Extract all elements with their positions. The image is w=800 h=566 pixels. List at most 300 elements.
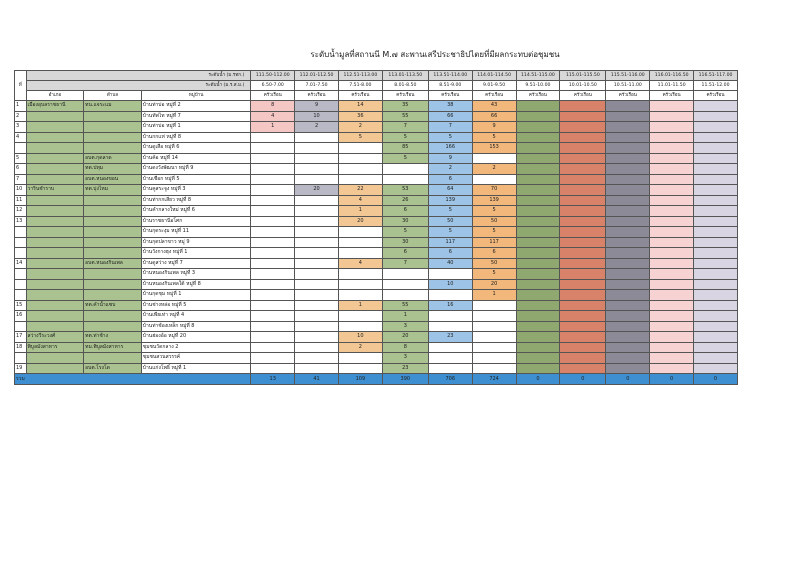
households-cell bbox=[650, 185, 694, 196]
households-cell bbox=[428, 321, 472, 332]
header-row-msl bbox=[15, 71, 738, 81]
households-cell: 2 bbox=[428, 164, 472, 175]
households-cell bbox=[516, 290, 560, 301]
flood-impact-table bbox=[14, 70, 738, 385]
village-cell: บ้านกุดชุม หมู่ที่ 1 bbox=[141, 290, 251, 301]
households-cell: 23 bbox=[382, 363, 428, 374]
households-cell: 5 bbox=[338, 132, 382, 143]
households-cell: 6 bbox=[428, 174, 472, 185]
households-cell bbox=[650, 269, 694, 280]
level-local-1: 6.50-7.00 bbox=[251, 81, 295, 91]
total-cell: 0 bbox=[694, 374, 738, 385]
district-cell bbox=[26, 321, 84, 332]
households-cell bbox=[694, 279, 738, 290]
unit-header-9: ครัวเรือน bbox=[606, 91, 650, 101]
households-cell bbox=[338, 143, 382, 154]
households-cell: 30 bbox=[382, 237, 428, 248]
households-cell bbox=[251, 321, 295, 332]
district-cell bbox=[26, 311, 84, 322]
households-cell: 66 bbox=[428, 111, 472, 122]
households-cell bbox=[694, 363, 738, 374]
households-cell bbox=[606, 143, 650, 154]
households-cell bbox=[560, 321, 606, 332]
district-cell bbox=[26, 353, 84, 364]
households-cell: 6 bbox=[472, 248, 516, 259]
district-cell bbox=[26, 227, 84, 238]
households-cell bbox=[516, 311, 560, 322]
level-local-9: 10.51-11.00 bbox=[606, 81, 650, 91]
households-cell bbox=[516, 332, 560, 343]
households-cell bbox=[516, 143, 560, 154]
households-cell bbox=[251, 174, 295, 185]
no-cell: 3 bbox=[15, 122, 27, 133]
district-cell bbox=[26, 195, 84, 206]
households-cell bbox=[694, 258, 738, 269]
households-cell bbox=[560, 143, 606, 154]
households-cell bbox=[650, 111, 694, 122]
households-cell bbox=[295, 164, 339, 175]
district-cell bbox=[26, 143, 84, 154]
households-cell: 2 bbox=[338, 122, 382, 133]
table-row bbox=[15, 332, 738, 343]
households-cell bbox=[251, 153, 295, 164]
households-cell: 10 bbox=[338, 332, 382, 343]
households-cell bbox=[606, 342, 650, 353]
households-cell bbox=[694, 143, 738, 154]
households-cell: 2 bbox=[338, 342, 382, 353]
households-cell: 7 bbox=[428, 122, 472, 133]
households-cell bbox=[472, 353, 516, 364]
households-cell: 6 bbox=[428, 248, 472, 259]
subdistrict-cell bbox=[84, 195, 142, 206]
subdistrict-cell: ทม.พิบูลมังสาหาร bbox=[84, 342, 142, 353]
households-cell bbox=[472, 363, 516, 374]
households-cell: 50 bbox=[472, 258, 516, 269]
village-cell: บ้านช่างหล่อ หมู่ที่ 5 bbox=[141, 300, 251, 311]
households-cell bbox=[650, 174, 694, 185]
district-cell bbox=[26, 248, 84, 259]
district-cell: เมืองอุบลราชธานี bbox=[26, 101, 84, 112]
households-cell bbox=[516, 153, 560, 164]
households-cell bbox=[295, 300, 339, 311]
households-cell bbox=[338, 311, 382, 322]
households-cell bbox=[295, 153, 339, 164]
table-row bbox=[15, 143, 738, 154]
households-cell bbox=[251, 237, 295, 248]
households-cell: 23 bbox=[428, 332, 472, 343]
subdistrict-cell bbox=[84, 132, 142, 143]
no-header: ที่ bbox=[15, 71, 27, 101]
households-cell bbox=[516, 342, 560, 353]
level-msl-7: 114.51-115.00 bbox=[516, 71, 560, 81]
village-cell: ชุมชนวัดกลาง 2 bbox=[141, 342, 251, 353]
households-cell bbox=[650, 363, 694, 374]
district-cell bbox=[26, 153, 84, 164]
subdistrict-cell: ทน.แจระแม bbox=[84, 101, 142, 112]
district-cell bbox=[26, 279, 84, 290]
village-cell: บ้านดูเสือ หมู่ที่ 6 bbox=[141, 143, 251, 154]
district-cell bbox=[26, 300, 84, 311]
households-cell bbox=[694, 290, 738, 301]
no-cell: 7 bbox=[15, 174, 27, 185]
households-cell bbox=[338, 353, 382, 364]
unit-header-1: ครัวเรือน bbox=[251, 91, 295, 101]
households-cell: 5 bbox=[382, 227, 428, 238]
level-local-10: 11.01-11.50 bbox=[650, 81, 694, 91]
households-cell bbox=[295, 143, 339, 154]
households-cell: 36 bbox=[338, 111, 382, 122]
households-cell bbox=[338, 174, 382, 185]
households-cell bbox=[650, 237, 694, 248]
households-cell bbox=[650, 164, 694, 175]
households-cell bbox=[338, 290, 382, 301]
village-cell: บ้านกุดระงุม หมู่ที่ 11 bbox=[141, 227, 251, 238]
district-cell bbox=[26, 237, 84, 248]
unit-header-2: ครัวเรือน bbox=[295, 91, 339, 101]
households-cell: 117 bbox=[428, 237, 472, 248]
households-cell bbox=[606, 164, 650, 175]
households-cell bbox=[560, 363, 606, 374]
no-cell: 14 bbox=[15, 258, 27, 269]
table-row bbox=[15, 185, 738, 196]
households-cell: 1 bbox=[382, 311, 428, 322]
subdistrict-cell bbox=[84, 279, 142, 290]
subdistrict-cell: ทต.ปทุม bbox=[84, 164, 142, 175]
households-cell bbox=[251, 363, 295, 374]
households-cell: 16 bbox=[428, 300, 472, 311]
households-cell bbox=[516, 321, 560, 332]
subdistrict-header: ตำบล bbox=[84, 91, 142, 101]
households-cell bbox=[694, 227, 738, 238]
households-cell bbox=[295, 206, 339, 217]
households-cell bbox=[472, 311, 516, 322]
no-cell: 19 bbox=[15, 363, 27, 374]
village-cell: บ้านดูสว่าง หมู่ที่ 7 bbox=[141, 258, 251, 269]
table-row bbox=[15, 216, 738, 227]
households-cell bbox=[694, 195, 738, 206]
households-cell bbox=[650, 227, 694, 238]
households-cell bbox=[295, 279, 339, 290]
households-cell bbox=[516, 132, 560, 143]
subdistrict-cell bbox=[84, 227, 142, 238]
households-cell: 20 bbox=[338, 216, 382, 227]
households-cell bbox=[606, 363, 650, 374]
households-cell bbox=[606, 111, 650, 122]
households-cell bbox=[428, 290, 472, 301]
households-cell: 66 bbox=[472, 111, 516, 122]
households-cell bbox=[694, 269, 738, 280]
unit-header-6: ครัวเรือน bbox=[472, 91, 516, 101]
households-cell bbox=[295, 353, 339, 364]
households-cell bbox=[516, 363, 560, 374]
households-cell bbox=[251, 300, 295, 311]
households-cell bbox=[560, 237, 606, 248]
no-cell bbox=[15, 290, 27, 301]
level-msl-11: 116.51-117.00 bbox=[694, 71, 738, 81]
subdistrict-cell bbox=[84, 143, 142, 154]
households-cell: 1 bbox=[338, 206, 382, 217]
table-row bbox=[15, 227, 738, 238]
households-cell bbox=[516, 206, 560, 217]
households-cell bbox=[606, 258, 650, 269]
no-cell: 17 bbox=[15, 332, 27, 343]
households-cell bbox=[694, 164, 738, 175]
households-cell bbox=[428, 363, 472, 374]
total-cell: 0 bbox=[650, 374, 694, 385]
village-cell: บ้านทัพไท หมู่ที่ 7 bbox=[141, 111, 251, 122]
table-row bbox=[15, 300, 738, 311]
households-cell bbox=[560, 279, 606, 290]
table-row bbox=[15, 164, 738, 175]
households-cell bbox=[606, 206, 650, 217]
households-cell bbox=[295, 290, 339, 301]
households-cell: 5 bbox=[382, 153, 428, 164]
households-cell bbox=[606, 279, 650, 290]
unit-header-11: ครัวเรือน bbox=[694, 91, 738, 101]
households-cell bbox=[295, 195, 339, 206]
households-cell bbox=[516, 269, 560, 280]
households-cell bbox=[516, 227, 560, 238]
no-cell bbox=[15, 353, 27, 364]
households-cell: 8 bbox=[382, 342, 428, 353]
households-cell: 5 bbox=[472, 269, 516, 280]
households-cell: 5 bbox=[428, 227, 472, 238]
households-cell bbox=[694, 311, 738, 322]
subdistrict-cell bbox=[84, 237, 142, 248]
households-cell bbox=[694, 101, 738, 112]
households-cell bbox=[650, 132, 694, 143]
households-cell bbox=[428, 353, 472, 364]
households-cell bbox=[650, 353, 694, 364]
households-cell bbox=[606, 122, 650, 133]
households-cell bbox=[560, 174, 606, 185]
households-cell bbox=[295, 248, 339, 259]
no-cell: 16 bbox=[15, 311, 27, 322]
households-cell bbox=[338, 269, 382, 280]
households-cell bbox=[606, 216, 650, 227]
village-cell: บ้านคูสระจูง หมู่ที่ 3 bbox=[141, 185, 251, 196]
households-cell bbox=[650, 216, 694, 227]
level-local-4: 8.01-8.50 bbox=[382, 81, 428, 91]
households-cell bbox=[694, 132, 738, 143]
households-cell: 5 bbox=[428, 206, 472, 217]
households-cell bbox=[382, 290, 428, 301]
households-cell: 85 bbox=[382, 143, 428, 154]
table-row bbox=[15, 342, 738, 353]
level-msl-5: 113.51-114.00 bbox=[428, 71, 472, 81]
households-cell bbox=[516, 237, 560, 248]
households-cell bbox=[382, 164, 428, 175]
households-cell bbox=[560, 132, 606, 143]
table-row bbox=[15, 353, 738, 364]
households-cell bbox=[338, 248, 382, 259]
households-cell bbox=[560, 185, 606, 196]
households-cell: 5 bbox=[472, 132, 516, 143]
households-cell bbox=[694, 185, 738, 196]
level-msl-2: 112.01-112.50 bbox=[295, 71, 339, 81]
households-cell bbox=[606, 227, 650, 238]
table-row bbox=[15, 206, 738, 217]
households-cell bbox=[606, 132, 650, 143]
households-cell bbox=[251, 185, 295, 196]
households-cell: 14 bbox=[338, 101, 382, 112]
households-cell bbox=[516, 122, 560, 133]
subdistrict-cell: อบต.โรงโด bbox=[84, 363, 142, 374]
subdistrict-cell: อบต.หนองขอน bbox=[84, 174, 142, 185]
households-cell: 20 bbox=[472, 279, 516, 290]
households-cell: 2 bbox=[472, 164, 516, 175]
village-cell: บ้านท่ากกเสียว หมู่ที่ 8 bbox=[141, 195, 251, 206]
level-msl-9: 115.51-116.00 bbox=[606, 71, 650, 81]
households-cell bbox=[606, 290, 650, 301]
district-header: อำเภอ bbox=[26, 91, 84, 101]
total-cell: 0 bbox=[516, 374, 560, 385]
households-cell bbox=[516, 174, 560, 185]
households-cell bbox=[382, 279, 428, 290]
households-cell: 2 bbox=[295, 122, 339, 133]
district-cell bbox=[26, 164, 84, 175]
households-cell bbox=[295, 311, 339, 322]
subdistrict-cell: อบต.หนองกินเพล bbox=[84, 258, 142, 269]
households-cell bbox=[472, 321, 516, 332]
village-cell: บ้านฮ่องอ้อ หมู่ที่ 20 bbox=[141, 332, 251, 343]
level-local-3: 7.51-8.00 bbox=[338, 81, 382, 91]
households-cell: 20 bbox=[295, 185, 339, 196]
no-cell bbox=[15, 237, 27, 248]
no-cell: 10 bbox=[15, 185, 27, 196]
households-cell bbox=[560, 101, 606, 112]
households-cell bbox=[560, 153, 606, 164]
households-cell bbox=[650, 248, 694, 259]
households-cell bbox=[694, 342, 738, 353]
table-row bbox=[15, 195, 738, 206]
households-cell: 43 bbox=[472, 101, 516, 112]
level-local-label: ระดับน้ำ (ม.ร.ส.ม.) bbox=[26, 81, 251, 91]
table-row bbox=[15, 321, 738, 332]
households-cell bbox=[251, 206, 295, 217]
households-cell bbox=[606, 174, 650, 185]
households-cell bbox=[516, 216, 560, 227]
no-cell: 13 bbox=[15, 216, 27, 227]
households-cell bbox=[472, 300, 516, 311]
households-cell bbox=[560, 216, 606, 227]
village-cell: บ้านเชือก หมู่ที่ 5 bbox=[141, 174, 251, 185]
total-label: รวม bbox=[15, 374, 251, 385]
unit-header-8: ครัวเรือน bbox=[560, 91, 606, 101]
subdistrict-cell bbox=[84, 269, 142, 280]
no-cell: 4 bbox=[15, 132, 27, 143]
table-row bbox=[15, 363, 738, 374]
level-msl-6: 114.01-114.50 bbox=[472, 71, 516, 81]
households-cell bbox=[606, 321, 650, 332]
households-cell bbox=[251, 269, 295, 280]
households-cell bbox=[338, 227, 382, 238]
unit-header-10: ครัวเรือน bbox=[650, 91, 694, 101]
households-cell: 70 bbox=[472, 185, 516, 196]
households-cell bbox=[694, 174, 738, 185]
households-cell bbox=[606, 353, 650, 364]
table-row bbox=[15, 258, 738, 269]
households-cell: 6 bbox=[382, 206, 428, 217]
households-cell bbox=[428, 269, 472, 280]
households-cell bbox=[650, 279, 694, 290]
district-cell bbox=[26, 122, 84, 133]
households-cell bbox=[560, 269, 606, 280]
village-header: หมู่บ้าน bbox=[141, 91, 251, 101]
district-cell bbox=[26, 363, 84, 374]
no-cell bbox=[15, 227, 27, 238]
table-row bbox=[15, 122, 738, 133]
subdistrict-cell bbox=[84, 206, 142, 217]
total-cell: 706 bbox=[428, 374, 472, 385]
households-cell bbox=[650, 300, 694, 311]
subdistrict-cell: ทต.บุ่งไหม bbox=[84, 185, 142, 196]
households-cell bbox=[516, 111, 560, 122]
households-cell bbox=[650, 311, 694, 322]
table-row bbox=[15, 111, 738, 122]
households-cell bbox=[516, 101, 560, 112]
subdistrict-cell bbox=[84, 321, 142, 332]
households-cell bbox=[428, 311, 472, 322]
households-cell bbox=[694, 237, 738, 248]
households-cell bbox=[295, 363, 339, 374]
households-cell bbox=[560, 258, 606, 269]
households-cell bbox=[295, 321, 339, 332]
households-cell bbox=[251, 216, 295, 227]
subdistrict-cell: ทต.ท่าช้าง bbox=[84, 332, 142, 343]
level-local-7: 9.51-10.00 bbox=[516, 81, 560, 91]
level-local-6: 9.01-9.50 bbox=[472, 81, 516, 91]
unit-header-5: ครัวเรือน bbox=[428, 91, 472, 101]
households-cell bbox=[251, 132, 295, 143]
level-local-11: 11.51-12.00 bbox=[694, 81, 738, 91]
total-cell: 0 bbox=[560, 374, 606, 385]
households-cell bbox=[560, 248, 606, 259]
level-msl-label: ระดับน้ำ (ม.รทก.) bbox=[26, 71, 251, 81]
households-cell: 4 bbox=[338, 195, 382, 206]
households-cell bbox=[338, 321, 382, 332]
households-cell: 3 bbox=[382, 321, 428, 332]
households-cell bbox=[560, 227, 606, 238]
households-cell: 10 bbox=[295, 111, 339, 122]
households-cell: 50 bbox=[428, 216, 472, 227]
district-cell bbox=[26, 174, 84, 185]
households-cell: 9 bbox=[428, 153, 472, 164]
households-cell: 5 bbox=[472, 206, 516, 217]
no-cell: 1 bbox=[15, 101, 27, 112]
unit-header-3: ครัวเรือน bbox=[338, 91, 382, 101]
households-cell bbox=[606, 248, 650, 259]
households-cell bbox=[295, 216, 339, 227]
households-cell bbox=[382, 174, 428, 185]
households-cell: 20 bbox=[382, 332, 428, 343]
households-cell bbox=[472, 174, 516, 185]
households-cell bbox=[560, 353, 606, 364]
households-cell bbox=[338, 279, 382, 290]
no-cell bbox=[15, 269, 27, 280]
no-cell: 11 bbox=[15, 195, 27, 206]
subdistrict-cell bbox=[84, 216, 142, 227]
subdistrict-cell bbox=[84, 248, 142, 259]
households-cell: 4 bbox=[251, 111, 295, 122]
households-cell bbox=[251, 258, 295, 269]
households-cell bbox=[295, 174, 339, 185]
households-cell bbox=[606, 153, 650, 164]
households-cell bbox=[516, 300, 560, 311]
households-cell bbox=[295, 227, 339, 238]
table-row bbox=[15, 237, 738, 248]
households-cell: 53 bbox=[382, 185, 428, 196]
